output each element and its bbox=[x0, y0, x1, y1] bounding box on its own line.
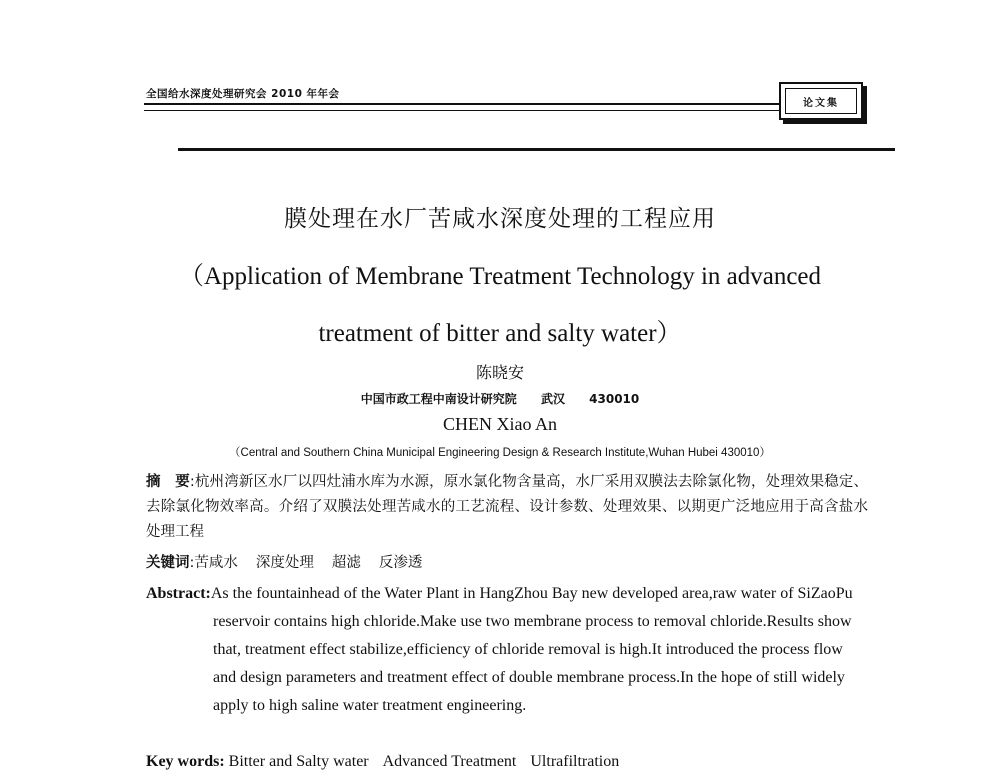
institute-name-cn: 中国市政工程中南设计研究院 bbox=[360, 392, 517, 406]
abstract-cn bbox=[146, 470, 868, 545]
paper-title-en-line2: treatment of bitter and salty water） bbox=[318, 320, 682, 347]
abstract-cn-label: 摘 要 bbox=[146, 474, 190, 490]
proceedings-badge bbox=[779, 82, 863, 120]
paper-title-en-line1: （Application of Membrane Treatment Technology in advanced bbox=[178, 263, 822, 290]
institute-postcode: 430010 bbox=[589, 392, 640, 406]
abstract-en bbox=[146, 580, 862, 720]
abstract-cn-text: :杭州湾新区水厂以四灶浦水库为水源，原水氯化物含量高，水厂采用双膜法去除氯化物，处理效果稳定、去除氯化物效率高。介绍了双膜法处理苦咸水的工艺流程、设计参数、处理效果、以期更广泛地应用于高含盐水处理工程 bbox=[146, 474, 868, 540]
abstract-en-text: As the fountainhead of the Water Plant in HangZhou Bay new developed area,raw water of SiZaoPu reservoir contains high chloride.Make use two membrane process to removal chloride.Results show that, treatment effect stabilize,efficiency of chloride removal is high.It introduced the process flow and design parameters and treatment effect of double membrane process.In the hope of still widely apply to high saline water treatment engineering. bbox=[210, 585, 853, 714]
keywords-en-label: Key words: bbox=[146, 753, 225, 770]
header-rule-thin bbox=[144, 110, 780, 111]
header-rule bbox=[144, 103, 780, 105]
paper-title-cn: 膜处理在水厂苦咸水深度处理的工程应用 bbox=[284, 206, 716, 232]
keywords-cn-label: 关键词 bbox=[146, 555, 190, 571]
keyword-en: Advanced Treatment bbox=[382, 753, 517, 770]
journal-header: 全国给水深度处理研究会 2010 年年会 bbox=[146, 88, 340, 100]
institute-city-cn: 武汉 bbox=[540, 392, 565, 406]
title-rule bbox=[178, 148, 895, 151]
institute-en: （Central and Southern China Municipal Engineering Design & Research Institute,Wuhan Hubei 430010） bbox=[229, 447, 771, 459]
abstract-en-label: Abstract: bbox=[146, 585, 211, 602]
keyword-cn: 超滤 bbox=[331, 555, 361, 571]
keyword-en: Bitter and Salty water bbox=[228, 753, 369, 770]
keyword-cn: 深度处理 bbox=[255, 555, 314, 571]
keyword-en: Ultrafiltration bbox=[530, 753, 620, 770]
badge-label: 论文集 bbox=[803, 97, 839, 109]
author-name-cn: 陈晓安 bbox=[475, 363, 524, 382]
keywords-cn bbox=[146, 551, 868, 576]
keywords-en bbox=[146, 748, 862, 776]
author-name-en: CHEN Xiao An bbox=[443, 414, 557, 434]
badge-frame bbox=[785, 88, 857, 114]
keyword-cn: :苦咸水 bbox=[189, 555, 238, 571]
institute-cn bbox=[0, 390, 1000, 407]
keyword-cn: 反渗透 bbox=[378, 555, 423, 571]
